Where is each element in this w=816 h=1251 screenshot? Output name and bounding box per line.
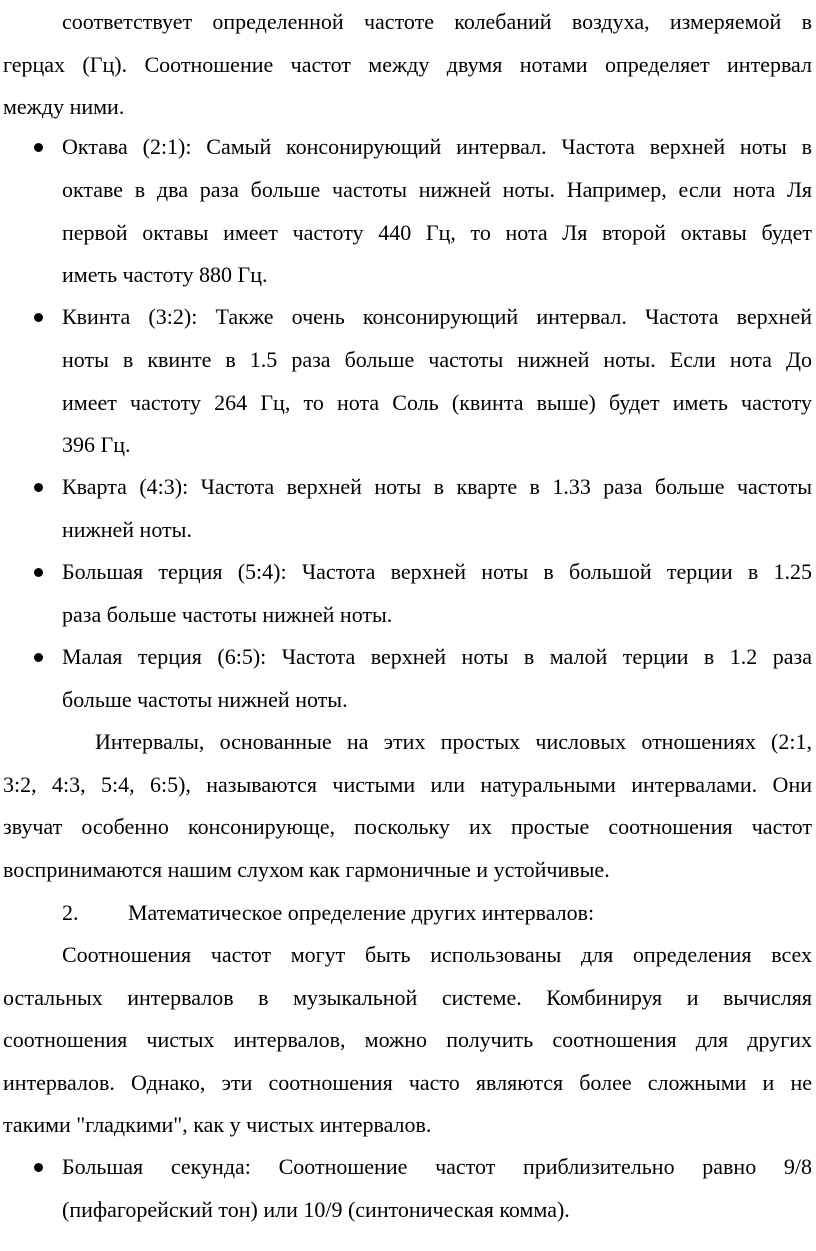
list-item-minor-third-line: Малая терция (6:5): Частота верхней ноты в малой терции в 1.2 раза bbox=[62, 644, 812, 669]
summary-line: звучат особенно консонирующе, поскольку их простые соотношения частот bbox=[3, 814, 812, 839]
bullet-icon bbox=[34, 143, 43, 152]
list-item-minor-third-line: больше частоты нижней ноты. bbox=[62, 687, 348, 712]
list-item-fifth-line: ноты в квинте в 1.5 раза больше частоты нижней ноты. Если нота До bbox=[62, 347, 812, 372]
section-title: Математическое определение других интервалов: bbox=[128, 900, 595, 925]
bullet-icon bbox=[34, 313, 43, 322]
summary-line: 3:2, 4:3, 5:4, 6:5), называются чистыми или натуральными интервалами. Они bbox=[3, 772, 812, 797]
list-item-fourth-line: Кварта (4:3): Частота верхней ноты в кварте в 1.33 раза больше частоты bbox=[62, 474, 812, 499]
bullet-icon bbox=[34, 483, 43, 492]
list-item-octave-line: Октава (2:1): Самый консонирующий интервал. Частота верхней ноты в bbox=[62, 134, 812, 159]
bullet-icon bbox=[34, 1163, 43, 1172]
section2-body-line: интервалов. Однако, эти соотношения часто являются более сложными и не bbox=[3, 1070, 812, 1095]
list-item-major-second-line: Большая секунда: Соотношение частот приблизительно равно 9/8 bbox=[62, 1154, 812, 1179]
list-item-octave-line: первой октавы имеет частоту 440 Гц, то нота Ля второй октавы будет bbox=[62, 220, 812, 245]
bullet-icon bbox=[34, 653, 43, 662]
list-item-fourth-line: нижней ноты. bbox=[62, 517, 192, 542]
bullet-icon bbox=[34, 568, 43, 577]
intro-line: соответствует определенной частоте колебаний воздуха, измеряемой в bbox=[62, 9, 812, 34]
list-item-fifth-line: Квинта (3:2): Также очень консонирующий интервал. Частота верхней bbox=[62, 304, 812, 329]
intro-line: герцах (Гц). Соотношение частот между двумя нотами определяет интервал bbox=[3, 52, 812, 77]
list-item-major-second-line: (пифагорейский тон) или 10/9 (синтоническая комма). bbox=[62, 1197, 570, 1222]
list-item-fifth-line: 396 Гц. bbox=[62, 432, 131, 457]
list-item-major-third-line: Большая терция (5:4): Частота верхней ноты в большой терции в 1.25 bbox=[62, 559, 812, 584]
section2-body-line: такими "гладкими", как у чистых интервалов. bbox=[3, 1112, 432, 1137]
intro-line: между ними. bbox=[3, 94, 125, 119]
section2-body-line: остальных интервалов в музыкальной системе. Комбинируя и вычисляя bbox=[3, 985, 812, 1010]
section2-body-line: Соотношения частот могут быть использованы для определения всех bbox=[62, 942, 812, 967]
summary-line: воспринимаются нашим слухом как гармоничные и устойчивые. bbox=[3, 857, 610, 882]
list-item-fifth-line: имеет частоту 264 Гц, то нота Соль (квинта выше) будет иметь частоту bbox=[62, 390, 812, 415]
section2-body-line: соотношения чистых интервалов, можно получить соотношения для других bbox=[3, 1027, 812, 1052]
section-number: 2. bbox=[62, 900, 79, 925]
list-item-octave-line: иметь частоту 880 Гц. bbox=[62, 262, 268, 287]
summary-line: Интервалы, основанные на этих простых числовых отношениях (2:1, bbox=[95, 729, 812, 754]
list-item-octave-line: октаве в два раза больше частоты нижней ноты. Например, если нота Ля bbox=[62, 177, 812, 202]
list-item-major-third-line: раза больше частоты нижней ноты. bbox=[62, 602, 393, 627]
